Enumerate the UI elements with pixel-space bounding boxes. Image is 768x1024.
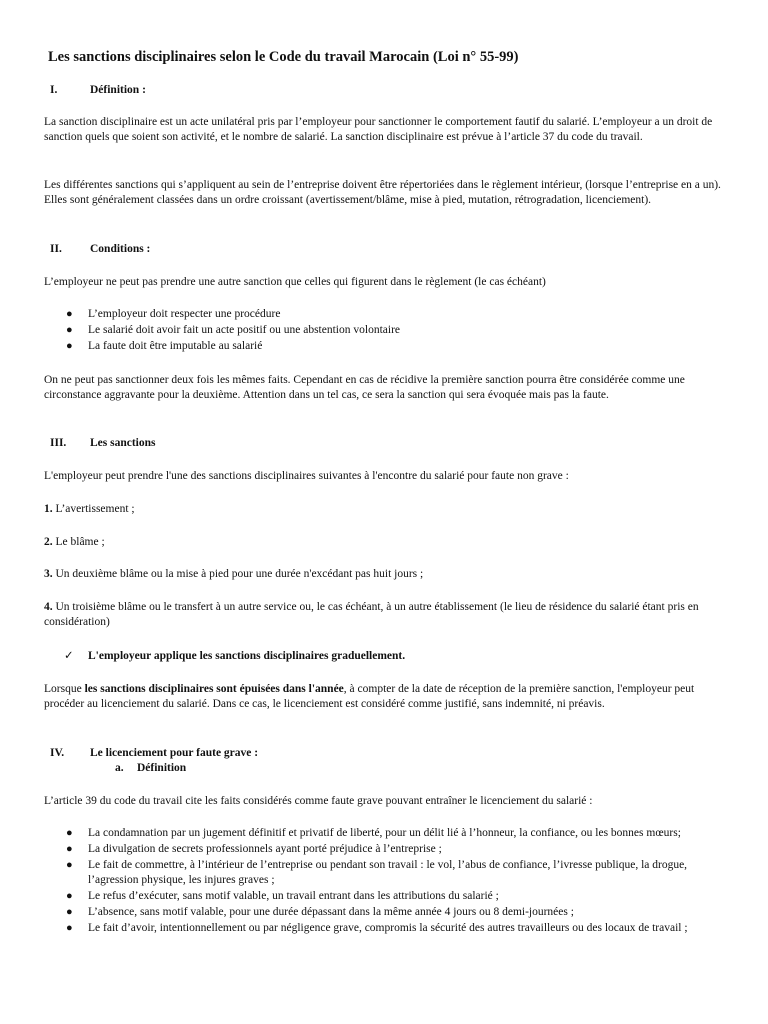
graduated-sanctions-note: [44, 649, 724, 664]
section-label: Définition :: [90, 84, 146, 96]
paragraph-recidive: On ne peut pas sanctionner deux fois les mêmes faits. Cependant en cas de récidive la première sanction pourra être considérée comme une circonstance aggravante pour la deuxième. Attention dans un tel cas, ce sera la sanction qui sera évoquée mais pas la faute.: [44, 374, 685, 401]
bullet-icon: ●: [66, 859, 73, 871]
list-item-text: L’absence, sans motif valable, pour une durée dépassant dans la même année 4 jours ou 8 demi-journées ;: [88, 906, 574, 918]
sanction-text: Un troisième blâme ou le transfert à un autre service ou, le cas échéant, à un autre établissement (le lieu de résidence du salarié étant pris en considération): [44, 601, 699, 628]
list-item-text: Le salarié doit avoir fait un acte positif ou une abstention volontaire: [88, 324, 400, 336]
section-number: II.: [50, 243, 62, 255]
bullet-icon: ●: [66, 827, 73, 839]
text-run: Lorsque: [44, 683, 85, 695]
sanction-item: [44, 502, 724, 517]
list-item: [44, 858, 724, 888]
checkmark-icon: ✓: [64, 650, 74, 662]
sanction-number: 1.: [44, 503, 53, 515]
sanction-number: 2.: [44, 536, 53, 548]
section-number: I.: [50, 84, 58, 96]
paragraph-lorsque: [44, 682, 724, 712]
faute-grave-list: [44, 826, 724, 937]
paragraph-sanctions-intro: L'employeur peut prendre l'une des sanctions disciplinaires suivantes à l'encontre du salarié pour faute non grave :: [44, 470, 569, 482]
list-item-text: Le fait d’avoir, intentionnellement ou par négligence grave, compromis la sécurité des autres travailleurs ou des locaux de travail ;: [88, 922, 688, 934]
text-run: , à compter de la date de réception de la première sanction, l'employeur peut procéder au licenciement du salarié. Dans ce cas, le licenciement est considéré comme justifié, sans indemnité, ni préavis.: [44, 683, 695, 710]
list-item-text: La divulgation de secrets professionnels ayant porté préjudice à l’entreprise ;: [88, 843, 442, 855]
list-item-text: Le fait de commettre, à l’intérieur de l’entreprise ou pendant son travail : le vol, l’abus de confiance, l’ivresse publique, la drogue, l’agression physique, les injures graves ;: [88, 859, 688, 886]
list-item: [44, 339, 724, 354]
bullet-icon: ●: [66, 308, 73, 320]
paragraph-conditions-intro: L’employeur ne peut pas prendre une autre sanction que celles qui figurent dans le règlement (le cas échéant): [44, 276, 546, 288]
bullet-icon: ●: [66, 843, 73, 855]
section-label: Les sanctions: [90, 437, 156, 449]
section-heading-sanctions: [50, 436, 156, 451]
sanction-text: L’avertissement ;: [52, 503, 135, 515]
bullet-icon: ●: [66, 340, 73, 352]
list-item-text: L’employeur doit respecter une procédure: [88, 308, 281, 320]
conditions-list: [44, 307, 724, 355]
subsection-label: Définition: [137, 762, 187, 774]
section-heading-licenciement: [50, 746, 258, 761]
bullet-icon: ●: [66, 906, 73, 918]
section-number: III.: [50, 437, 67, 449]
list-item: [44, 842, 724, 857]
list-item: [44, 905, 724, 920]
bullet-icon: ●: [66, 922, 73, 934]
section-label: Conditions :: [90, 243, 151, 255]
list-item-text: La condamnation par un jugement définitif et privatif de liberté, pour un délit lié à l’honneur, la confiance, ou les bonnes mœurs;: [88, 827, 681, 839]
subsection-heading-definition: [115, 761, 186, 776]
document-title: Les sanctions disciplinaires selon le Code du travail Marocain (Loi n° 55-99): [48, 49, 519, 65]
paragraph-reglement: Les différentes sanctions qui s’appliquent au sein de l’entreprise doivent être répertoriées dans le règlement intérieur, (lorsque l’entreprise en a un). Elles sont généralement classées dans un ordre croissant (avertissement/blâme, mise à pied, mutation, rétrogradation, licenciement).: [44, 179, 721, 206]
list-item: [44, 323, 724, 338]
list-item: [44, 889, 724, 904]
section-number: IV.: [50, 747, 65, 759]
sanction-item: [44, 535, 724, 550]
sanction-item: [44, 600, 724, 630]
sanction-text: Un deuxième blâme ou la mise à pied pour une durée n'excédant pas huit jours ;: [52, 568, 424, 580]
sanction-number: 4.: [44, 601, 53, 613]
bullet-icon: ●: [66, 324, 73, 336]
bullet-icon: ●: [66, 890, 73, 902]
list-item: [44, 921, 724, 936]
sanction-text: Le blâme ;: [52, 536, 105, 548]
list-item: [44, 826, 724, 841]
sanction-number: 3.: [44, 568, 53, 580]
note-text: L'employeur applique les sanctions disciplinaires graduellement.: [88, 650, 406, 662]
section-label: Le licenciement pour faute grave :: [90, 747, 259, 759]
subsection-number: a.: [115, 762, 124, 774]
list-item: [44, 307, 724, 322]
paragraph-article-39: L’article 39 du code du travail cite les faits considérés comme faute grave pouvant entraîner le licenciement du salarié :: [44, 795, 593, 807]
paragraph-definition: La sanction disciplinaire est un acte unilatéral pris par l’employeur pour sanctionner le comportement fautif du salarié. L’employeur a un droit de sanction quels que soient son activité, et le nombre de salarié. La sanction disciplinaire est prévue à l’article 37 du code du travail.: [44, 116, 713, 143]
list-item-text: La faute doit être imputable au salarié: [88, 340, 263, 352]
list-item-text: Le refus d’exécuter, sans motif valable, un travail entrant dans les attributions du salarié ;: [88, 890, 499, 902]
section-heading-conditions: [50, 242, 150, 257]
section-heading-definition: [50, 83, 146, 98]
emphasis-text: les sanctions disciplinaires sont épuisées dans l'année: [84, 683, 344, 695]
sanction-item: [44, 567, 724, 582]
